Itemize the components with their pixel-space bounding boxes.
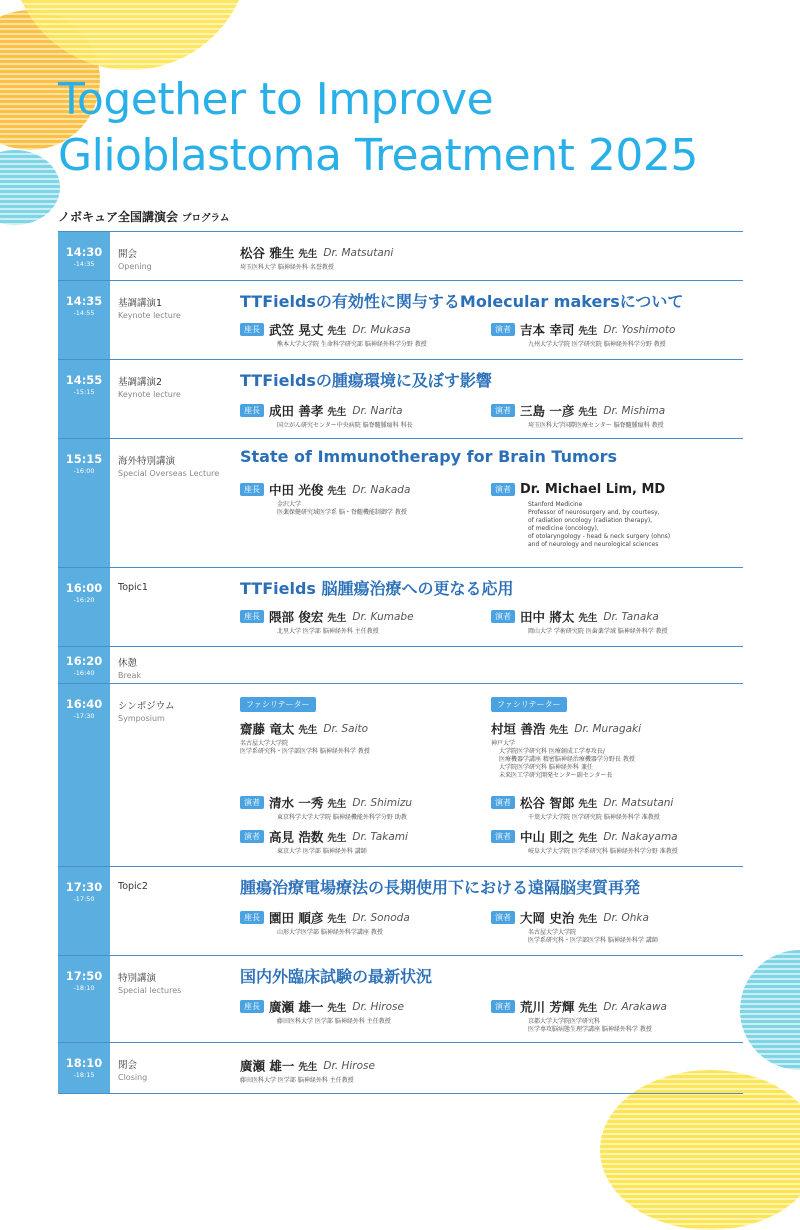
person-name: 中山 則之 [520,829,575,845]
session-type-en: Keynote lecture [118,390,181,399]
session-type-en: Special Overseas Lecture [118,469,220,478]
honorific: 先生 [578,325,598,337]
session-type [118,374,238,399]
person-name: 高見 浩数 [269,829,324,845]
person-affiliation: 東京科学大学大学院 脳神経機能外科学分野 助教 [277,813,407,821]
session-row-break [58,647,743,684]
person-affiliation: 北里大学 医学部 脳神経外科 主任教授 [277,627,379,635]
honorific: 先生 [327,798,347,810]
person-speaker [491,907,741,945]
time-start: 17:30 [65,880,103,894]
time-start: 14:55 [65,373,103,387]
person-chair [240,400,490,430]
session-title: TTFieldsの腫瘍環境に及ぼす影響 [240,371,492,390]
person-romaji: Dr. Kumabe [352,610,414,623]
session-title: TTFieldsの有効性に関与するMolecular makersについて [240,292,684,311]
person-romaji: Dr. Shimizu [352,796,413,809]
person-affiliation-line: 神戸大学 [491,739,516,747]
title-line-1: Together to Improve [58,74,494,125]
person-romaji: Dr. Hirose [352,1000,404,1013]
person-affiliation-line: and of neurology and neurological sciences [528,541,659,548]
time-column [58,1043,110,1093]
honorific: 先生 [327,913,347,925]
session-type [118,582,238,593]
speaker-badge: 演者 [491,404,515,417]
session-title: 腫瘍治療電場療法の長期使用下における遠隔脳実質再発 [240,878,641,897]
person-name: 廣瀬 雄一 [269,999,324,1015]
person-name: 三島 一彦 [520,403,575,419]
speaker-badge: 演者 [491,1000,515,1013]
session-type-en: Keynote lecture [118,311,181,320]
person-romaji: Dr. Tanaka [603,610,659,623]
person-affiliation: 岐阜大学大学院 医学系研究科 脳神経外科学分野 准教授 [528,847,678,855]
page-title [58,72,778,184]
session-row-closing [58,1043,743,1094]
time-column [58,568,110,646]
person-chair [240,319,490,349]
person-name: 隈部 俊宏 [269,609,324,625]
person-name: 吉本 幸司 [520,322,575,338]
person-name: 成田 善孝 [269,403,324,419]
honorific: 先生 [578,1002,598,1014]
time-start: 15:15 [65,452,103,466]
chair-badge: 座長 [240,404,264,417]
session-type [118,246,238,271]
time-end: -15:15 [73,388,95,396]
session-type-jp: Topic2 [118,881,148,892]
person-romaji: Dr. Sonoda [352,911,410,924]
person-romaji: Dr. Matsutani [603,796,674,809]
person-affiliation-line: 大学院医学研究科 医療創成工学専攻長/ [499,747,605,755]
person-speaker [491,319,741,349]
person-chair [240,907,490,937]
person-affiliation-line: 大学院医学研究科 脳神経外科 兼任 [499,763,593,771]
speaker-badge: 演者 [491,323,515,336]
chair-badge: 座長 [240,323,264,336]
chair-badge: 座長 [240,610,264,623]
time-column [58,956,110,1042]
person-romaji: Dr. Arakawa [603,1000,667,1013]
session-type-jp: 基調講演1 [118,298,163,309]
person-chair [240,479,490,517]
deco-circle-bottom-right-cyan [740,950,800,1070]
time-end: -16:00 [73,467,95,475]
honorific: 先生 [327,485,347,497]
honorific: 先生 [327,325,347,337]
honorific: 先生 [578,913,598,925]
title-line-2: Glioblastoma Treatment 2025 [58,130,698,181]
person-affiliation-line: 名古屋大学大学院 [528,928,577,936]
honorific: 先生 [327,832,347,844]
deco-circle-bottom-right-yellow [600,1070,800,1230]
time-start: 16:20 [65,654,103,668]
time-end: -16:40 [73,669,95,677]
session-type-jp: 海外特別講演 [118,456,176,467]
honorific: 先生 [327,612,347,624]
time-end: -17:30 [73,712,95,720]
time-start: 18:10 [65,1056,103,1070]
person-name: 村垣 善浩 [491,721,546,737]
session-type [118,295,238,320]
time-column [58,360,110,438]
deco-circle-left-cyan [0,150,60,225]
time-end: -16:20 [73,596,95,604]
session-type [118,881,238,892]
session-row-opening [58,232,743,281]
person-affiliation-line: 医学系研究科・医学部医学科 脳神経外科学 講師 [528,936,658,944]
person-romaji: Dr. Mukasa [352,323,411,336]
person-romaji: Dr. Takami [352,830,408,843]
person-romaji: Dr. Nakada [352,483,411,496]
honorific: 先生 [327,1002,347,1014]
facilitator-badge: ファシリテーター [240,697,316,712]
person-affiliation-line: 名古屋大学大学院 [240,739,289,747]
time-start: 16:00 [65,581,103,595]
time-column [58,439,110,567]
person-romaji: Dr. Mishima [603,404,666,417]
session-row-topic-2 [58,867,743,956]
session-type [118,970,238,995]
time-end: -17:50 [73,895,95,903]
session-type-jp: 基調講演2 [118,377,163,388]
time-end: -18:10 [73,984,95,992]
time-end: -18:15 [73,1071,95,1079]
person-romaji: Dr. Matsutani [323,246,394,259]
person-name: 清水 一秀 [269,795,324,811]
person-chair [240,606,490,636]
time-column [58,867,110,955]
chair-badge: 座長 [240,1000,264,1013]
person-name: 荒川 芳輝 [520,999,575,1015]
person-romaji: Dr. Nakayama [603,830,678,843]
honorific: 先生 [327,406,347,418]
session-type-jp: 閉会 [118,1060,138,1071]
honorific: 先生 [578,832,598,844]
session-type-jp: シンポジウム [118,701,175,712]
person-affiliation: 九州大学大学院 医学研究院 脳神経外科学分野 教授 [528,340,666,348]
person-affiliation-line: 医学専攻脳病態生理学講座 脳神経外科学 教授 [528,1025,652,1033]
session-title: 国内外臨床試験の最新状況 [240,967,433,986]
speaker-badge: 演者 [240,830,264,843]
person-affiliation: 国立がん研究センター中央病院 脳脊髄腫瘍科 科長 [277,421,413,429]
person-name: Dr. Michael Lim, MD [520,482,666,497]
time-column [58,232,110,280]
program-table [58,231,743,1094]
time-start: 14:35 [65,294,103,308]
chair-badge: 座長 [240,483,264,496]
person-affiliation-line: Stanford Medicine [528,501,583,508]
person-affiliation-line: 医学系研究科・医学部医学科 脳神経外科学 教授 [240,747,370,755]
session-row-symposium [58,684,743,867]
person-speaker-2 [491,792,741,822]
person-name: 松谷 雅生 [240,245,295,261]
person-name: 武笠 晃丈 [269,322,324,338]
person-host [240,1055,640,1085]
person-speaker-1 [240,792,490,822]
person-affiliation: 岡山大学 学術研究院 医歯薬学域 脳神経外科学 教授 [528,627,668,635]
session-type-en: Opening [118,262,152,271]
person-romaji: Dr. Saito [323,722,369,735]
person-speaker [491,996,741,1034]
session-type-jp: 開会 [118,249,138,260]
session-type [118,1057,238,1082]
person-affiliation: 熊本大学大学院 生命科学研究部 脳神経外科学分野 教授 [277,340,427,348]
session-type-jp: Topic1 [118,582,148,593]
session-row-special-lecture [58,956,743,1043]
session-type-en: Symposium [118,714,165,723]
time-column [58,684,110,866]
person-name: 松谷 智郎 [520,795,575,811]
person-affiliation: 埼玉医科大学 脳神経外科 名誉教授 [240,263,334,271]
person-host [240,242,640,272]
person-chair [240,996,490,1026]
person-affiliation-line: Professor of neurosurgery and, by courtesy, [528,509,660,516]
person-affiliation: 東京大学 医学部 脳神経外科 講師 [277,847,367,855]
person-affiliation: 藤田医科大学 医学部 脳神経外科 主任教授 [277,1017,391,1025]
time-start: 17:50 [65,969,103,983]
speaker-badge: 演者 [240,796,264,809]
person-facilitator-2 [491,692,741,780]
session-type-jp: 休憩 [118,658,138,669]
program-subtitle [58,208,229,225]
session-type-en: Special lectures [118,986,182,995]
session-type [118,453,238,478]
person-name: 田中 將太 [520,609,575,625]
person-affiliation-line: 医薬保健研究域医学系 脳・脊髄機能制御学 教授 [277,508,407,516]
time-start: 16:40 [65,697,103,711]
person-affiliation: 千葉大学大学院 医学研究院 脳神経外科学 准教授 [528,813,660,821]
session-type [118,698,238,723]
speaker-badge: 演者 [491,911,515,924]
person-affiliation-line: of medicine (oncology), [528,525,599,532]
time-end: -14:35 [73,260,95,268]
session-title: State of Immunotherapy for Brain Tumors [240,447,618,466]
session-type-en: Break [118,671,142,680]
speaker-badge: 演者 [491,830,515,843]
person-name: 園田 順彦 [269,910,324,926]
time-end: -14:55 [73,309,95,317]
facilitator-badge: ファシリテーター [491,697,567,712]
person-speaker [491,606,741,636]
session-row-overseas-lecture [58,439,743,568]
person-romaji: Dr. Muragaki [574,722,642,735]
subtitle-small: プログラム [182,213,230,224]
person-romaji: Dr. Ohka [603,911,649,924]
person-affiliation: 山形大学医学部 脳神経外科学講座 教授 [277,928,383,936]
speaker-badge: 演者 [491,796,515,809]
person-facilitator-1 [240,692,490,756]
person-speaker [491,400,741,430]
time-column [58,647,110,683]
session-row-topic-1 [58,568,743,647]
speaker-badge: 演者 [491,483,515,496]
person-name: 中田 光俊 [269,482,324,498]
time-column [58,281,110,359]
honorific: 先生 [578,406,598,418]
session-row-keynote-2 [58,360,743,439]
speaker-badge: 演者 [491,610,515,623]
honorific: 先生 [549,724,569,736]
person-name: 廣瀬 雄一 [240,1058,295,1074]
honorific: 先生 [298,724,318,736]
person-affiliation-line: 京都大学大学院医学研究科 [528,1017,601,1025]
honorific: 先生 [578,798,598,810]
person-affiliation-line: 未来医工学研究開発センター副センター長 [499,771,613,779]
person-speaker-3 [240,826,490,856]
chair-badge: 座長 [240,911,264,924]
person-romaji: Dr. Yoshimoto [603,323,676,336]
session-title: TTFields 脳腫瘍治療への更なる応用 [240,579,514,598]
person-affiliation-line: 金沢大学 [277,500,302,508]
person-name: 大岡 史治 [520,910,575,926]
person-romaji: Dr. Narita [352,404,403,417]
person-affiliation-line: of radiation oncology (radiation therapy), [528,517,653,524]
person-speaker-4 [491,826,741,856]
session-type [118,655,238,680]
person-affiliation: 埼玉医科大学国際医療センター 脳脊髄腫瘍科 教授 [528,421,664,429]
person-speaker [491,479,751,549]
honorific: 先生 [298,1061,318,1073]
honorific: 先生 [298,248,318,260]
session-type-en: Closing [118,1073,148,1082]
person-romaji: Dr. Hirose [323,1059,375,1072]
person-name: 齋藤 竜太 [240,721,295,737]
subtitle-main: ノボキュア全国講演会 [58,210,179,224]
person-affiliation: 藤田医科大学 医学部 脳神経外科 主任教授 [240,1076,354,1084]
session-type-jp: 特別講演 [118,973,157,984]
person-affiliation-line: of otolaryngology - head & neck surgery (ohns) [528,533,671,540]
session-row-keynote-1 [58,281,743,360]
time-start: 14:30 [65,245,103,259]
person-affiliation-line: 医療機器学講座 精密脳神経治療機器学分野長 教授 [499,755,635,763]
honorific: 先生 [578,612,598,624]
